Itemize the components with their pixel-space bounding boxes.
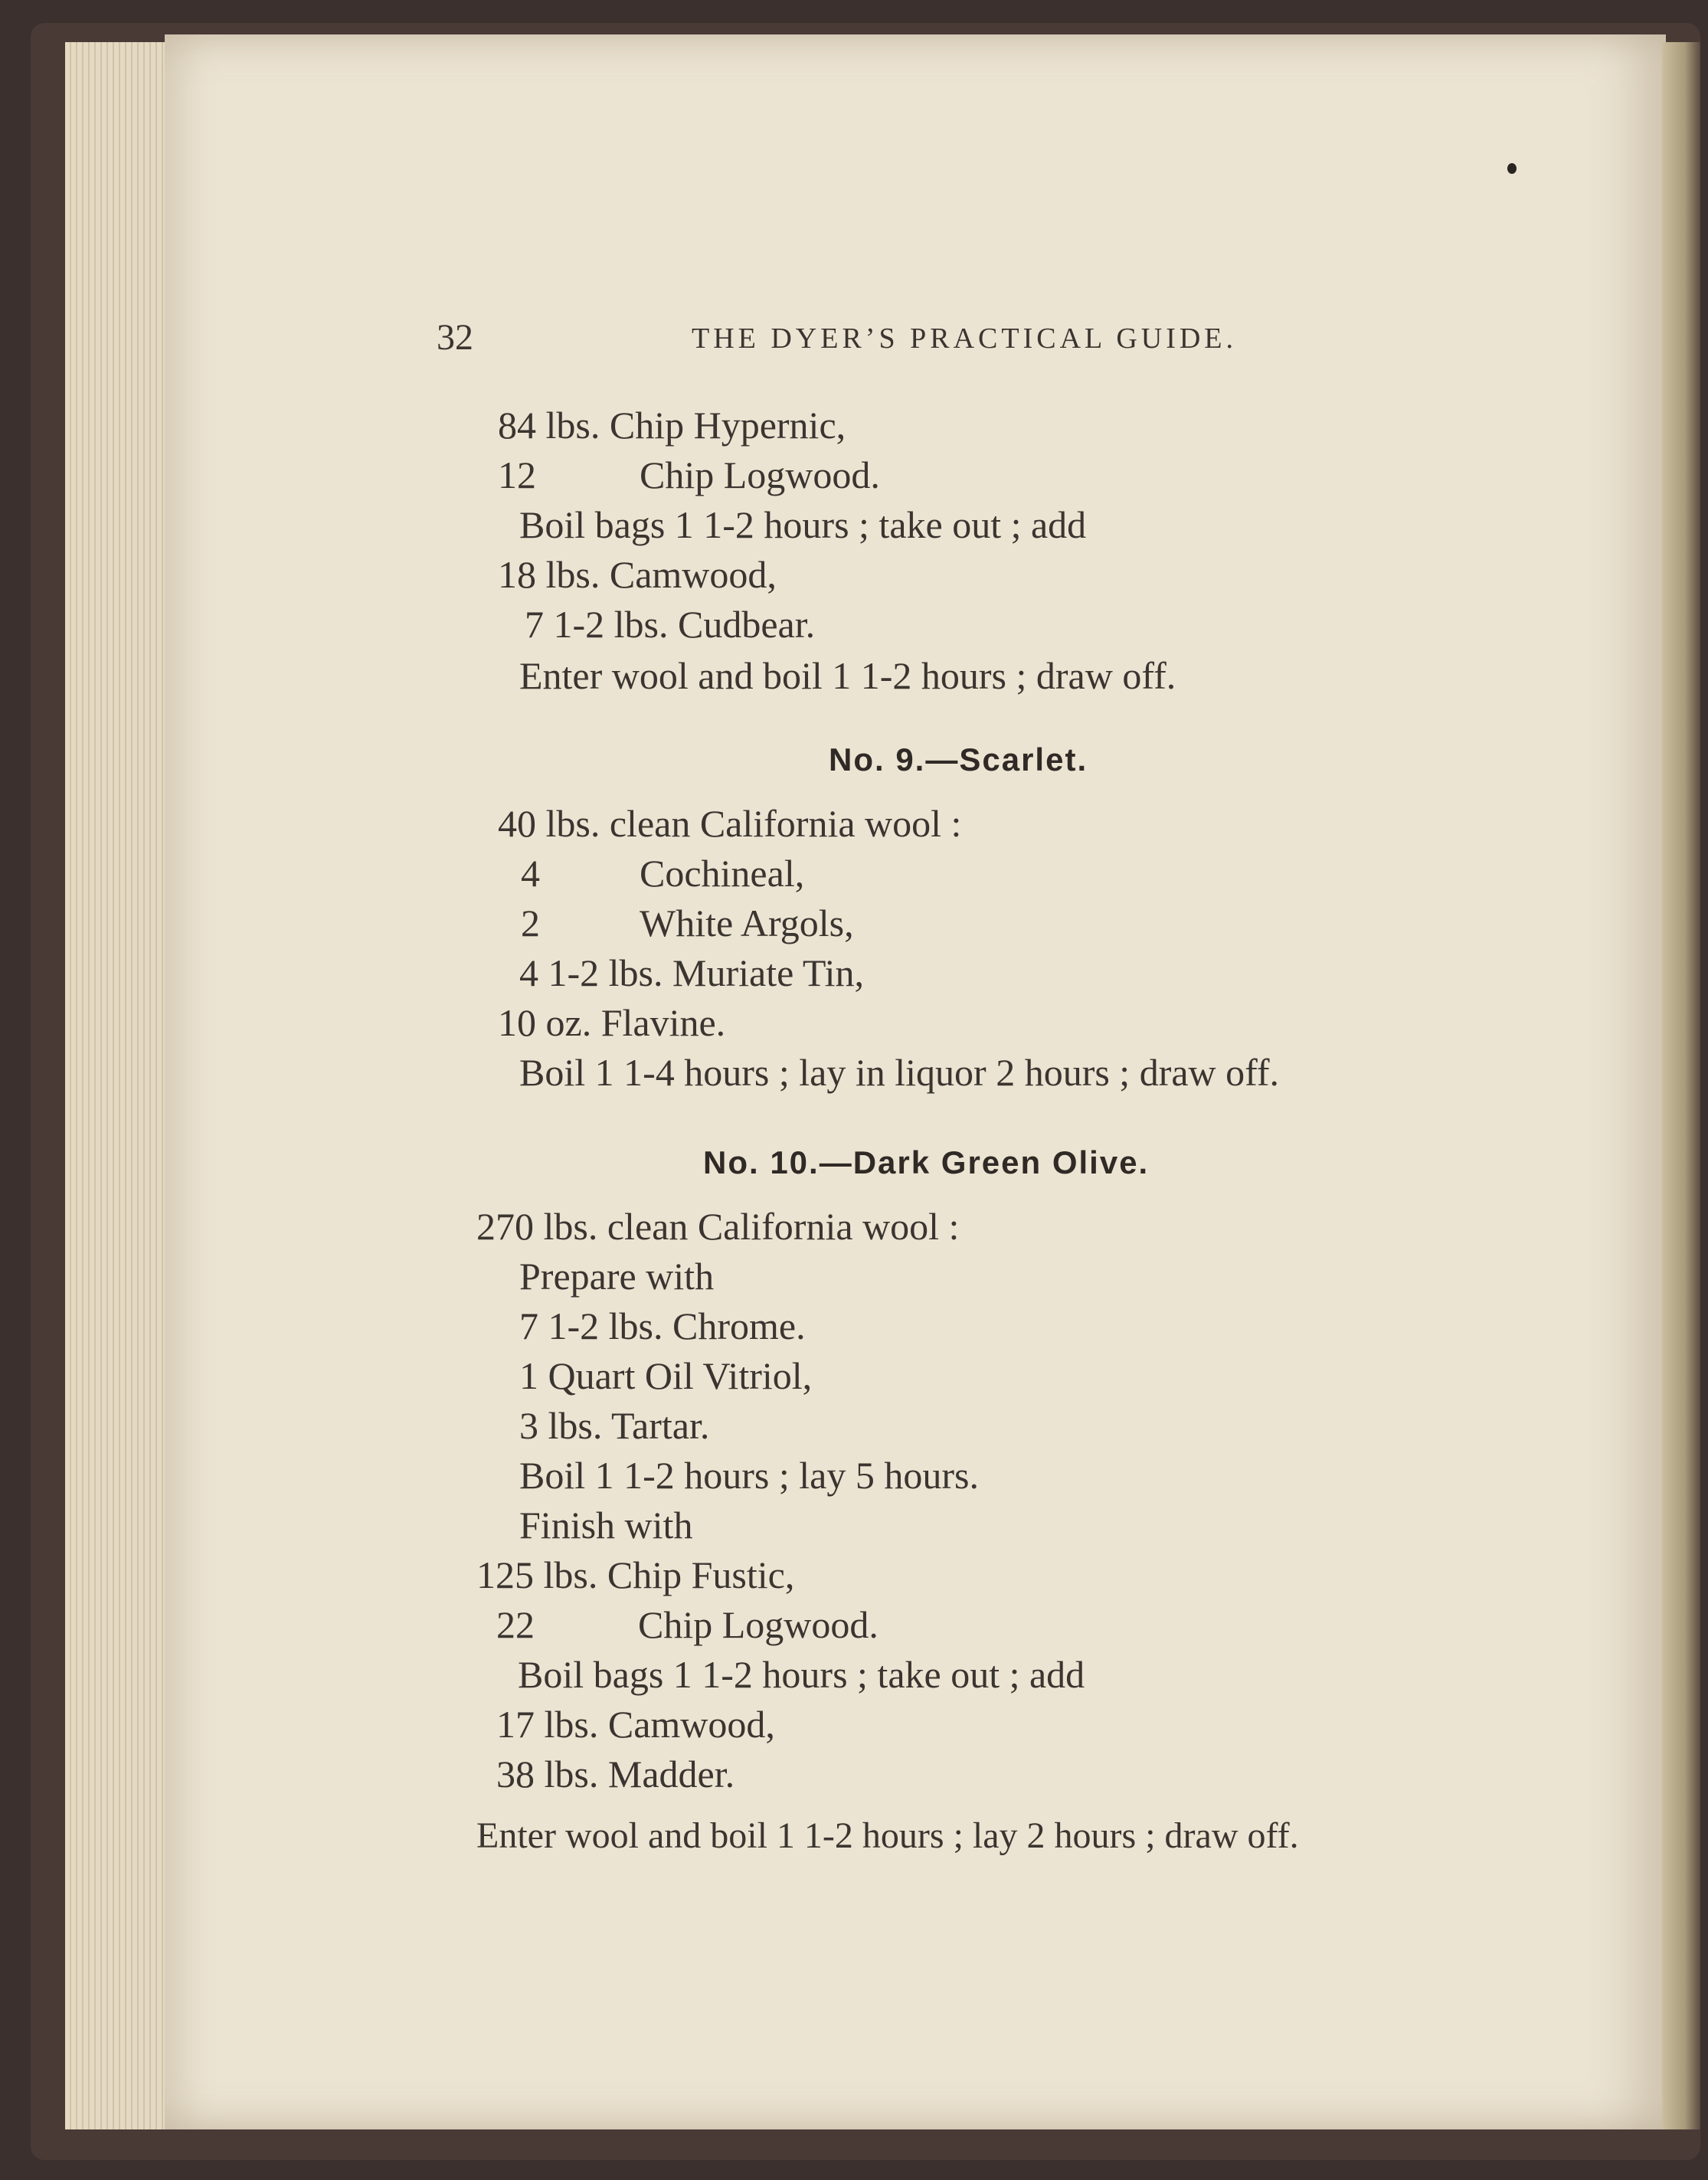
recipe-line: 270 lbs. clean California wool : [476, 1205, 960, 1248]
recipe-line: 22 Chip Logwood. [496, 1603, 879, 1646]
ink-spot [1507, 163, 1517, 174]
recipe-heading-dark-green-olive: No. 10.—Dark Green Olive. [703, 1144, 1150, 1180]
right-page-edge [1662, 42, 1700, 2129]
recipe-line: 4 Cochineal, [521, 852, 805, 895]
page-stack-edges [65, 42, 172, 2129]
recipe-line: Boil 1 1-2 hours ; lay 5 hours. [519, 1454, 979, 1497]
recipe-line: Boil bags 1 1-2 hours ; take out ; add [519, 503, 1087, 546]
recipe-line: Enter wool and boil 1 1-2 hours ; lay 2 hours ; draw off. [476, 1815, 1299, 1856]
recipe-line: 17 lbs. Camwood, [496, 1703, 775, 1746]
recipe-line: 12 Chip Logwood. [498, 453, 880, 496]
recipe-line: Prepare with [519, 1255, 715, 1298]
page-number: 32 [437, 317, 473, 358]
recipe-line: Boil 1 1-4 hours ; lay in liquor 2 hours ; draw off. [519, 1051, 1280, 1094]
recipe-line: 2 White Argols, [521, 902, 854, 944]
recipe-line: 40 lbs. clean California wool : [498, 802, 962, 845]
recipe-line: 125 lbs. Chip Fustic, [476, 1553, 795, 1596]
running-head: THE DYER’S PRACTICAL GUIDE. [692, 322, 1238, 355]
recipe-line: 7 1-2 lbs. Chrome. [519, 1304, 806, 1347]
recipe-line: 3 lbs. Tartar. [519, 1404, 710, 1447]
recipe-line: Boil bags 1 1-2 hours ; take out ; add [518, 1653, 1085, 1696]
recipe-line: 1 Quart Oil Vitriol, [519, 1354, 813, 1397]
recipe-line: 18 lbs. Camwood, [498, 553, 777, 596]
recipe-line: 10 oz. Flavine. [498, 1001, 726, 1044]
recipe-line: 38 lbs. Madder. [496, 1753, 735, 1795]
recipe-line: 84 lbs. Chip Hypernic, [498, 404, 846, 447]
recipe-line: Enter wool and boil 1 1-2 hours ; draw off. [519, 654, 1176, 697]
recipe-line: 4 1-2 lbs. Muriate Tin, [519, 951, 865, 994]
recipe-line: 7 1-2 lbs. Cudbear. [525, 603, 816, 646]
recipe-line: Finish with [519, 1504, 693, 1547]
recipe-heading-scarlet: No. 9.—Scarlet. [829, 741, 1088, 777]
